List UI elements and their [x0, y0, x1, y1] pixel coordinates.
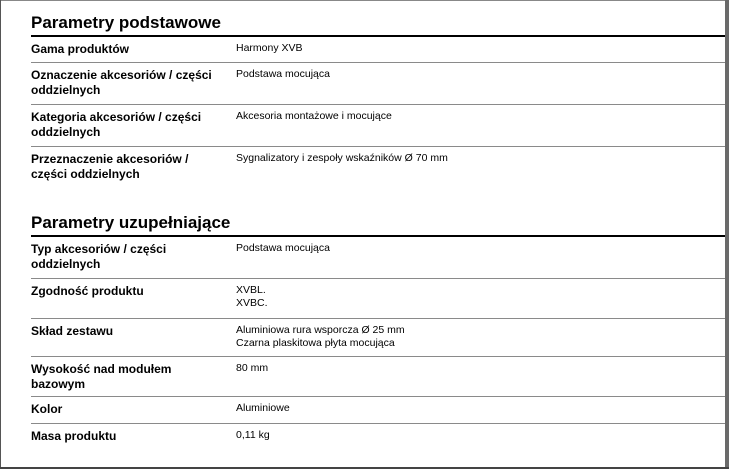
spec-value-line: Czarna plaskitowa płyta mocująca: [236, 336, 395, 349]
section-title: Parametry uzupełniające: [31, 213, 725, 237]
spec-row-accessory-designation: [31, 63, 725, 105]
spec-label: Skład zestawu: [31, 324, 114, 338]
spec-row-accessory-type: [31, 237, 725, 279]
spec-value-line: Akcesoria montażowe i mocujące: [236, 110, 392, 122]
spec-value-line: Podstawa mocująca: [236, 68, 330, 80]
spec-value: [236, 429, 716, 442]
spec-value-line: 0,11 kg: [236, 429, 270, 441]
spec-label: Gama produktów: [31, 42, 130, 56]
spec-value-line: Podstawa mocująca: [236, 242, 330, 254]
spec-row-accessory-category: [31, 105, 725, 147]
spec-label: Zgodność produktu: [31, 284, 144, 298]
spec-label: Masa produktu: [31, 429, 117, 443]
spec-value-line: 80 mm: [236, 362, 269, 374]
spec-value: [236, 42, 716, 55]
spec-value: [236, 110, 716, 123]
page-frame-left: [0, 0, 1, 469]
spec-label: Oznaczenie akcesoriów / części oddzielnych: [31, 68, 212, 97]
spec-row-height: [31, 357, 725, 397]
section-additional-parameters: [31, 213, 725, 450]
spec-value-line: XVBC.: [236, 296, 268, 309]
spec-value: [236, 362, 716, 375]
spec-label: Kategoria akcesoriów / części oddzielnych: [31, 110, 202, 139]
spec-row-product-range: [31, 37, 725, 63]
spec-label: Przeznaczenie akcesoriów / części oddzielnych: [31, 152, 189, 181]
spec-value-line: Harmony XVB: [236, 42, 303, 54]
spec-value-line: XVBL.: [236, 284, 266, 296]
spec-row-accessory-purpose: [31, 147, 725, 189]
page-frame-right: [725, 0, 729, 469]
spec-label: Kolor: [31, 402, 63, 416]
spec-value: [236, 402, 716, 415]
spec-value-line: Aluminiowe: [236, 402, 290, 414]
page-frame-top: [0, 0, 729, 1]
section-basic-parameters: [31, 13, 725, 189]
spec-label: Typ akcesoriów / części oddzielnych: [31, 242, 167, 271]
spec-row-compatibility: [31, 279, 725, 319]
section-title: Parametry podstawowe: [31, 13, 725, 37]
spec-value: [236, 152, 716, 165]
spec-value-line: Sygnalizatory i zespoły wskaźników Ø 70 mm: [236, 152, 448, 164]
spec-value: [236, 242, 716, 255]
spec-value: [236, 284, 716, 309]
spec-row-weight: [31, 424, 725, 450]
spec-row-color: [31, 397, 725, 424]
spec-label: Wysokość nad modułem bazowym: [31, 362, 172, 391]
spec-row-kit-contents: [31, 319, 725, 357]
spec-value: [236, 324, 716, 349]
spec-value: [236, 68, 716, 81]
spec-value-line: Aluminiowa rura wsporcza Ø 25 mm: [236, 324, 405, 336]
